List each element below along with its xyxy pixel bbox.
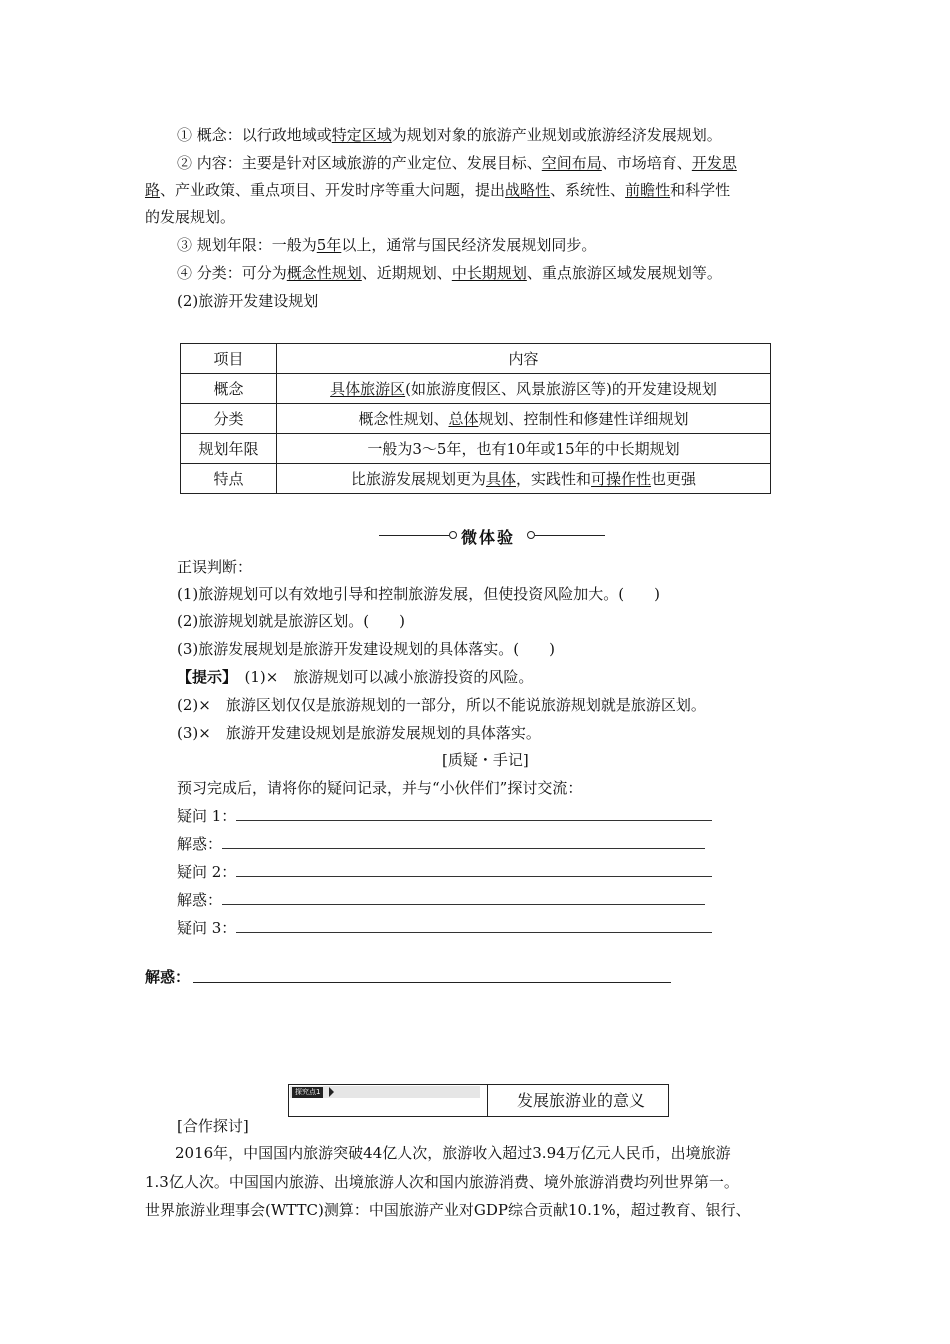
micro-experience-title: 微体验 — [461, 528, 516, 547]
paragraph-line-3: 世界旅游业理事会(WTTC)测算：中国旅游产业对GDP综合贡献10.1%，超过教育、银行、 — [145, 1201, 751, 1219]
table-row — [181, 434, 771, 464]
note-answer-2 — [177, 890, 705, 910]
underlined-term: 总体 — [448, 410, 479, 428]
underlined-term: 中长期规划 — [451, 264, 527, 282]
planning-table — [180, 343, 771, 494]
bold-answer-label: 解惑： — [145, 968, 191, 986]
underlined-term: 前瞻性 — [625, 181, 671, 199]
cell-text: ，实践性和 — [515, 470, 591, 488]
note-answer-line[interactable] — [222, 890, 705, 905]
divider-line-right — [535, 535, 605, 536]
explore-topic-label: 发展旅游业的意义 — [517, 1091, 646, 1110]
underlined-term: 空间布局 — [541, 154, 602, 172]
note-label: 疑问 1： — [177, 807, 237, 825]
cell-text: 也更强 — [651, 470, 697, 488]
underlined-term: 开发思 — [691, 154, 737, 172]
content-text: ② 内容：主要是针对区域旅游的产业定位、发展目标、 — [177, 154, 542, 172]
years-line — [177, 235, 596, 255]
years-text: 以上，通常与国民经济发展规划同步。 — [341, 236, 597, 254]
badge-arrow-icon — [329, 1087, 334, 1097]
table-row — [181, 464, 771, 494]
content-line-1 — [177, 153, 737, 173]
underlined-term: 具体 — [485, 470, 516, 488]
classification-text: 、重点旅游区域发展规划等。 — [526, 264, 722, 282]
note-label: 疑问 2： — [177, 863, 237, 881]
note-question-1 — [177, 806, 712, 826]
question-2: (2)旅游规划就是旅游区划。( ) — [177, 612, 405, 630]
hint-line-2: (2)× 旅游区划仅仅是旅游规划的一部分，所以不能说旅游规划就是旅游区划。 — [177, 696, 706, 714]
explore-badge: 探究点1 — [292, 1087, 323, 1098]
cell-text: (如旅游度假区、风景旅游区等)的开发建设规划 — [405, 380, 717, 398]
table-row — [181, 404, 771, 434]
note-answer-line[interactable] — [236, 918, 712, 933]
content-text: 、市场培育、 — [601, 154, 692, 172]
judgement-intro: 正误判断： — [177, 558, 253, 576]
micro-experience-heading — [379, 524, 605, 548]
content-line-2 — [145, 180, 730, 200]
content-line-3: 的发展规划。 — [145, 208, 236, 226]
underlined-term: 战略性 — [505, 181, 551, 199]
table-cell-item: 特点 — [181, 464, 277, 494]
note-label: 解惑： — [177, 835, 223, 853]
concept-line-1 — [177, 125, 722, 145]
table-row — [181, 374, 771, 404]
table-cell-content — [277, 404, 771, 434]
cell-text: 概念性规划、 — [358, 410, 449, 428]
paragraph-line-2: 1.3亿人次。中国国内旅游、出境旅游人次和国内旅游消费、境外旅游消费均列世界第一。 — [145, 1173, 739, 1191]
table-header-content: 内容 — [277, 344, 771, 374]
note-question-2 — [177, 862, 712, 882]
concept-text: 为规划对象的旅游产业规划或旅游经济发展规划。 — [391, 126, 722, 144]
concept-text: ① 概念：以行政地域或 — [177, 126, 332, 144]
notes-intro: 预习完成后，请将你的疑问记录，并与“小伙伴们”探讨交流： — [177, 779, 583, 797]
underlined-term: 特定区域 — [331, 126, 392, 144]
cell-text: 比旅游发展规划更为 — [350, 470, 486, 488]
hint-text: (1)× 旅游规划可以减小旅游投资的风险。 — [229, 668, 534, 686]
table-header-item: 项目 — [181, 344, 277, 374]
divider-dot-left — [449, 531, 457, 539]
question-3: (3)旅游发展规划是旅游开发建设规划的具体落实。( ) — [177, 640, 555, 658]
table-row — [181, 344, 771, 374]
hint-line-3: (3)× 旅游开发建设规划是旅游发展规划的具体落实。 — [177, 724, 541, 742]
bold-answer-rule[interactable] — [193, 982, 671, 983]
underlined-term: 具体旅游区 — [330, 380, 406, 398]
note-answer-line[interactable] — [222, 834, 705, 849]
note-answer-1 — [177, 834, 705, 854]
underlined-term: 路 — [145, 181, 161, 199]
table-cell-item: 概念 — [181, 374, 277, 404]
note-label: 疑问 3： — [177, 919, 237, 937]
classification-line — [177, 263, 722, 283]
paragraph-line-1: 2016年，中国国内旅游突破44亿人次，旅游收入超过3.94万亿元人民币，出境旅游 — [145, 1144, 731, 1162]
note-question-3 — [177, 918, 712, 938]
content-text: 、系统性、 — [550, 181, 626, 199]
content-text: 和科学性 — [670, 181, 731, 199]
hint-label: 【提示】 — [177, 668, 230, 686]
divider-line-left — [379, 535, 449, 536]
classification-text: 、近期规划、 — [361, 264, 452, 282]
cooperation-heading: [合作探讨] — [177, 1117, 249, 1135]
table-cell-content — [277, 374, 771, 404]
hint-line-1 — [177, 667, 533, 687]
note-label: 解惑： — [177, 891, 223, 909]
table-cell-content: 一般为3～5年，也有10年或15年的中长期规划 — [277, 434, 771, 464]
classification-text: ④ 分类：可分为 — [177, 264, 287, 282]
note-answer-line[interactable] — [236, 806, 712, 821]
years-text: ③ 规划年限：一般为 — [177, 236, 317, 254]
bold-answer-line — [145, 966, 190, 987]
note-answer-line[interactable] — [236, 862, 712, 877]
box-divider — [487, 1085, 488, 1116]
content-text: 、产业政策、重点项目、开发时序等重大问题，提出 — [160, 181, 506, 199]
underlined-term: 5年 — [316, 236, 342, 254]
notes-title: [质疑・手记] — [442, 751, 529, 769]
table-cell-item: 分类 — [181, 404, 277, 434]
cell-text: 规划、控制性和修建性详细规划 — [478, 410, 689, 428]
question-1: (1)旅游规划可以有效地引导和控制旅游发展，但使投资风险加大。( ) — [177, 585, 660, 603]
subsection-heading: (2)旅游开发建设规划 — [177, 292, 319, 310]
underlined-term: 可操作性 — [591, 470, 652, 488]
table-cell-item: 规划年限 — [181, 434, 277, 464]
underlined-term: 概念性规划 — [286, 264, 362, 282]
explore-point-box — [288, 1084, 669, 1117]
divider-dot-right — [527, 531, 535, 539]
table-cell-content — [277, 464, 771, 494]
